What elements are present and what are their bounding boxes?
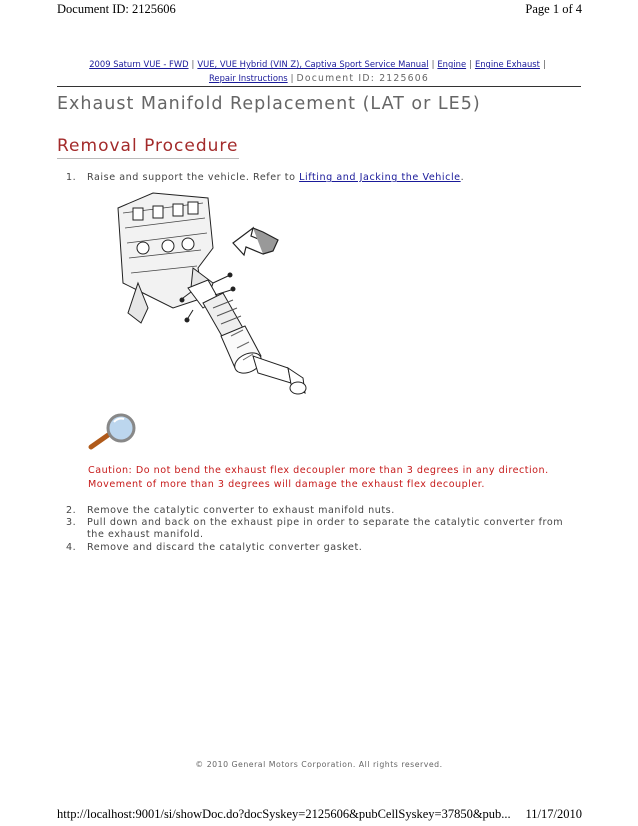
page-title: Exhaust Manifold Replacement (LAT or LE5) (57, 94, 481, 114)
breadcrumb-separator: | (431, 59, 435, 69)
step-text-part: . (460, 172, 465, 183)
step-number: 1. (66, 172, 77, 183)
exhaust-manifold-illustration (113, 188, 323, 406)
caution-note: Caution: Do not bend the exhaust flex decoupler more than 3 degrees in any direction. Movement of more than 3 degrees will damage the exhaust flex decoupler. (88, 465, 549, 490)
breadcrumb-separator: | (469, 59, 472, 69)
breadcrumb-separator: | (191, 59, 195, 69)
print-url: http://localhost:9001/si/showDoc.do?docSyskey=2125606&pubCellSyskey=37850&pub... (57, 807, 511, 821)
breadcrumb-document-id: Document ID: 2125606 (296, 73, 429, 84)
print-document-id: Document ID: 2125606 (57, 2, 176, 16)
step-text: Remove and discard the catalytic converter gasket. (87, 542, 363, 553)
print-header (57, 0, 582, 18)
section-title: Removal Procedure (57, 136, 239, 156)
lifting-and-jacking-link[interactable]: Lifting and Jacking the Vehicle (299, 172, 461, 183)
step-number: 2. (66, 505, 77, 516)
breadcrumb-link-engine[interactable]: Engine (437, 59, 467, 69)
step-text (87, 172, 579, 184)
section-title-underline (57, 158, 239, 159)
breadcrumb-link-engine-exhaust[interactable]: Engine Exhaust (474, 59, 540, 69)
print-page-number: Page 1 of 4 (525, 2, 582, 16)
header-rule (57, 86, 581, 87)
breadcrumb-link-vehicle[interactable]: 2009 Saturn VUE - FWD (89, 59, 189, 69)
copyright-notice: © 2010 General Motors Corporation. All rights reserved. (195, 760, 443, 769)
print-date: 11/17/2010 (525, 807, 582, 821)
breadcrumb-separator: | (290, 73, 294, 83)
breadcrumb-separator: | (542, 59, 546, 69)
step-text: Remove the catalytic converter to exhaust manifold nuts. (87, 505, 395, 516)
breadcrumb (57, 57, 581, 86)
breadcrumb-link-repair-instructions[interactable]: Repair Instructions (208, 73, 288, 83)
step-number: 4. (66, 542, 77, 553)
step-number: 3. (66, 517, 77, 528)
breadcrumb-link-manual[interactable]: VUE, VUE Hybrid (VIN Z), Captiva Sport Service Manual (197, 59, 429, 69)
step-text: Pull down and back on the exhaust pipe in order to separate the catalytic converter from the exhaust manifold. (87, 517, 564, 540)
step-text-part: Raise and support the vehicle. Refer to (87, 172, 300, 183)
magnifying-glass-icon (87, 412, 139, 452)
